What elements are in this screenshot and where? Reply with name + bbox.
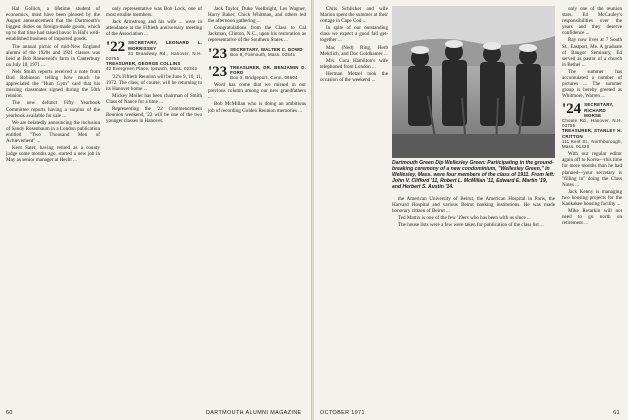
left-col3-top [208,6,306,44]
secretary-address-22: 31 Broadway Rd., Hanover, N.H. 03755 [106,50,202,62]
left-column-1 [6,6,100,402]
treasurer-address-24: 111 Kent St., Northborough, Mass. 01420 [562,138,622,150]
right-footer-title: OCTOBER 1971 [320,410,365,416]
paragraph: Jack Taylor, Duke Voelbright, Les Wagner, Harry Baker, Chick Whitman, and others led the afternoon gathering ... [208,6,306,25]
paragraph: The new defunct Fifty Yearbook Committee reports having a surplus of the yearbook available for sale ... [6,100,100,119]
secretary-24: SECRETARY, RICHARD MORSE [584,102,614,118]
right-page [314,0,628,420]
right-column-1 [320,6,388,402]
paragraph: With our regular editor again off to Korea—this time for more months than he had planned—your secretary is "filling in" doing the Class Notes ... [562,151,622,188]
treasurer-24: TREASURER, STANLEY H. CRITTON [562,128,622,139]
photo-caption: Dartmouth Green Dip Wellesley Green: Participating in the ground-breaking ceremony of a new condominium, "Wellesley Green," in Wellesley, Mass. were four members of the class of 1911. From left: John V. Clifford '11, Robert L. McMillan '11, Edward E. Martin '19, and Herbert S. Austin '14. [392,160,555,190]
left-col2-top [106,6,202,37]
paragraph: Representing the '22 Commencement Reunion weekend, '22 will be one of the two younger classes in Hanover. [106,106,202,125]
paragraph: the American University of Beirut, the American Hospital in Paris, the Harvard Hospital and various Beirut banking institutions. He was made honorary citizen of Beirut ... [392,196,555,215]
left-col1-text [6,6,100,163]
groundbreaking-photo [392,6,555,158]
treasurer-address-23: Box 3, Bridgeport, Conn. 06604 [230,74,298,80]
left-page [0,0,312,420]
left-page-number: 60 [6,410,13,416]
class-year-22: '22 [106,39,126,56]
right-page-number: 61 [613,410,620,416]
left-column-2 [106,6,202,402]
secretary-23: SECRETARY, WALTER C. DOWD [230,46,303,52]
left-footer-title: DARTMOUTH ALUMNI MAGAZINE [206,410,302,416]
paragraph: The house lists were a few were taken for publication of the class list ... [398,222,544,229]
paragraph: The annual picnic of mid-New England alumni of the 1920s and 1921 classes was held at Bob Roeseveld's farm in Canterbury on July 18, 1971 ... [6,43,100,68]
right-column-3 [562,6,622,402]
photo-illustration [392,6,555,158]
right-col3-body [562,151,622,226]
paragraph: Mickey Moller has been chairman of Smith Class of Nance for a time ... [106,92,202,106]
left-col3-body [208,82,306,113]
paragraph: Jack Kenny is managing two housing projects for the Kankakee housing facility ... [562,188,622,207]
paragraph: Ray now lives at 7 South St., Eastport, Me. A graduate of Bangor Seminary, Ed served as pastor of a church in Bethel ... [562,37,622,68]
paragraph: only one of the reunion stars. Ed McCauley's responsibilities over the years and they deserve confidence ... [562,6,622,37]
secretary-address-23: Box 8, Falmouth, Mass. 02541 [230,51,296,57]
paragraph: Word has come that we missed in our previous column among our new grandfathers ... [208,82,306,101]
secretary-address-24: Choate Rd., Hanover, N.H. 03755 [562,118,622,129]
paragraph: '22's Fiftieth Reunion will be June 9, 10, 11, 1972. The class, of course, will be returning to its Hanover home ... [106,73,202,92]
paragraph: Mac (Ned) Ring, Herb Mehrlich, and Doc Goldhamer ... [320,44,388,57]
section-header-24 [562,102,622,149]
paragraph: only representative was Bob Lock, one of most erudite members. [106,6,202,19]
right-col1-text [320,6,388,83]
paragraph: Kent Sater, having retired as a county judge some months ago, started a new job in May as senior manager at Hecht ... [6,145,100,164]
treasurer-23: TREASURER, DR. BENJAMIN D. FORD [230,64,306,75]
paragraph: Congratulations from the Class to Cal Jackman, Clinton, N.C., upon his restoration as representative of the Southern States ... [208,25,306,44]
right-col3-top [562,6,622,99]
treasurer-22: TREASURER, GEORGE COLLINS [106,61,181,67]
paragraph: Nels Smith reports received a note from Bud Robinson telling how much he appreciated the "Hum Gym" card that his missing classmates signed during the 50th reunion. [6,68,100,100]
paragraph: Chris Schlicker and wife Marion spent the summer at their cottage in Cape Cod ... [320,6,388,25]
section-header-22 [106,40,202,71]
class-year-23b: '23 [208,63,228,80]
class-year-23: '23 [208,45,228,62]
left-column-3 [208,6,306,402]
treasurer-address-22: 42 Evergreen Place, Ipswich, Mass. 02342 [106,66,198,72]
paragraph: Mrs. Cora Hamilton's wife telephoned from London ... [320,57,388,70]
paragraph: Mike Rotarkin will not need to go north on retirement ... [562,208,622,227]
paragraph: Jack Armstrong and his wife ... were in attendance at the Fiftieth anniversary meeting of the Association ... [106,19,202,38]
paragraph: We are belatedly announcing the inclusion of Sandy Rosenbaum in a London publication entitled "Two Thousand Men of Achievement" ... [6,119,100,144]
left-col2-body [106,74,202,125]
paragraph: The summer has accumulated a number of pictures ... The summer group is hereby greeted as Whitmore, Warren ... [562,68,622,100]
right-col2-text [392,196,555,228]
section-header-23 [208,47,306,62]
paragraph: Bob McMillan who is doing an ambitious job of recording Golden Reunion memories ... [208,101,306,114]
secretary-22: SECRETARY, LEONARD L. MORRISSEY [128,40,202,51]
right-column-2 [392,196,555,402]
class-year-24: '24 [562,101,582,118]
paragraph: Ted Mattix is one of the few '19ers who has been with us since ... [398,215,531,222]
paragraph: Hal Gollich, a lifetime student of economics, must have been pleased by the August announcement that the Dartmouth's biggest duties on foreign-made goods, which up to that time had raised havoc in Hal's well-established business of imported goods. [6,6,100,43]
section-header-23-treasurer [208,65,306,81]
paragraph: In spite of our outstanding class we expect a good fall get-together ... [320,25,388,44]
paragraph: Herman Metzel took the occasion of the weekend ... [320,70,388,84]
